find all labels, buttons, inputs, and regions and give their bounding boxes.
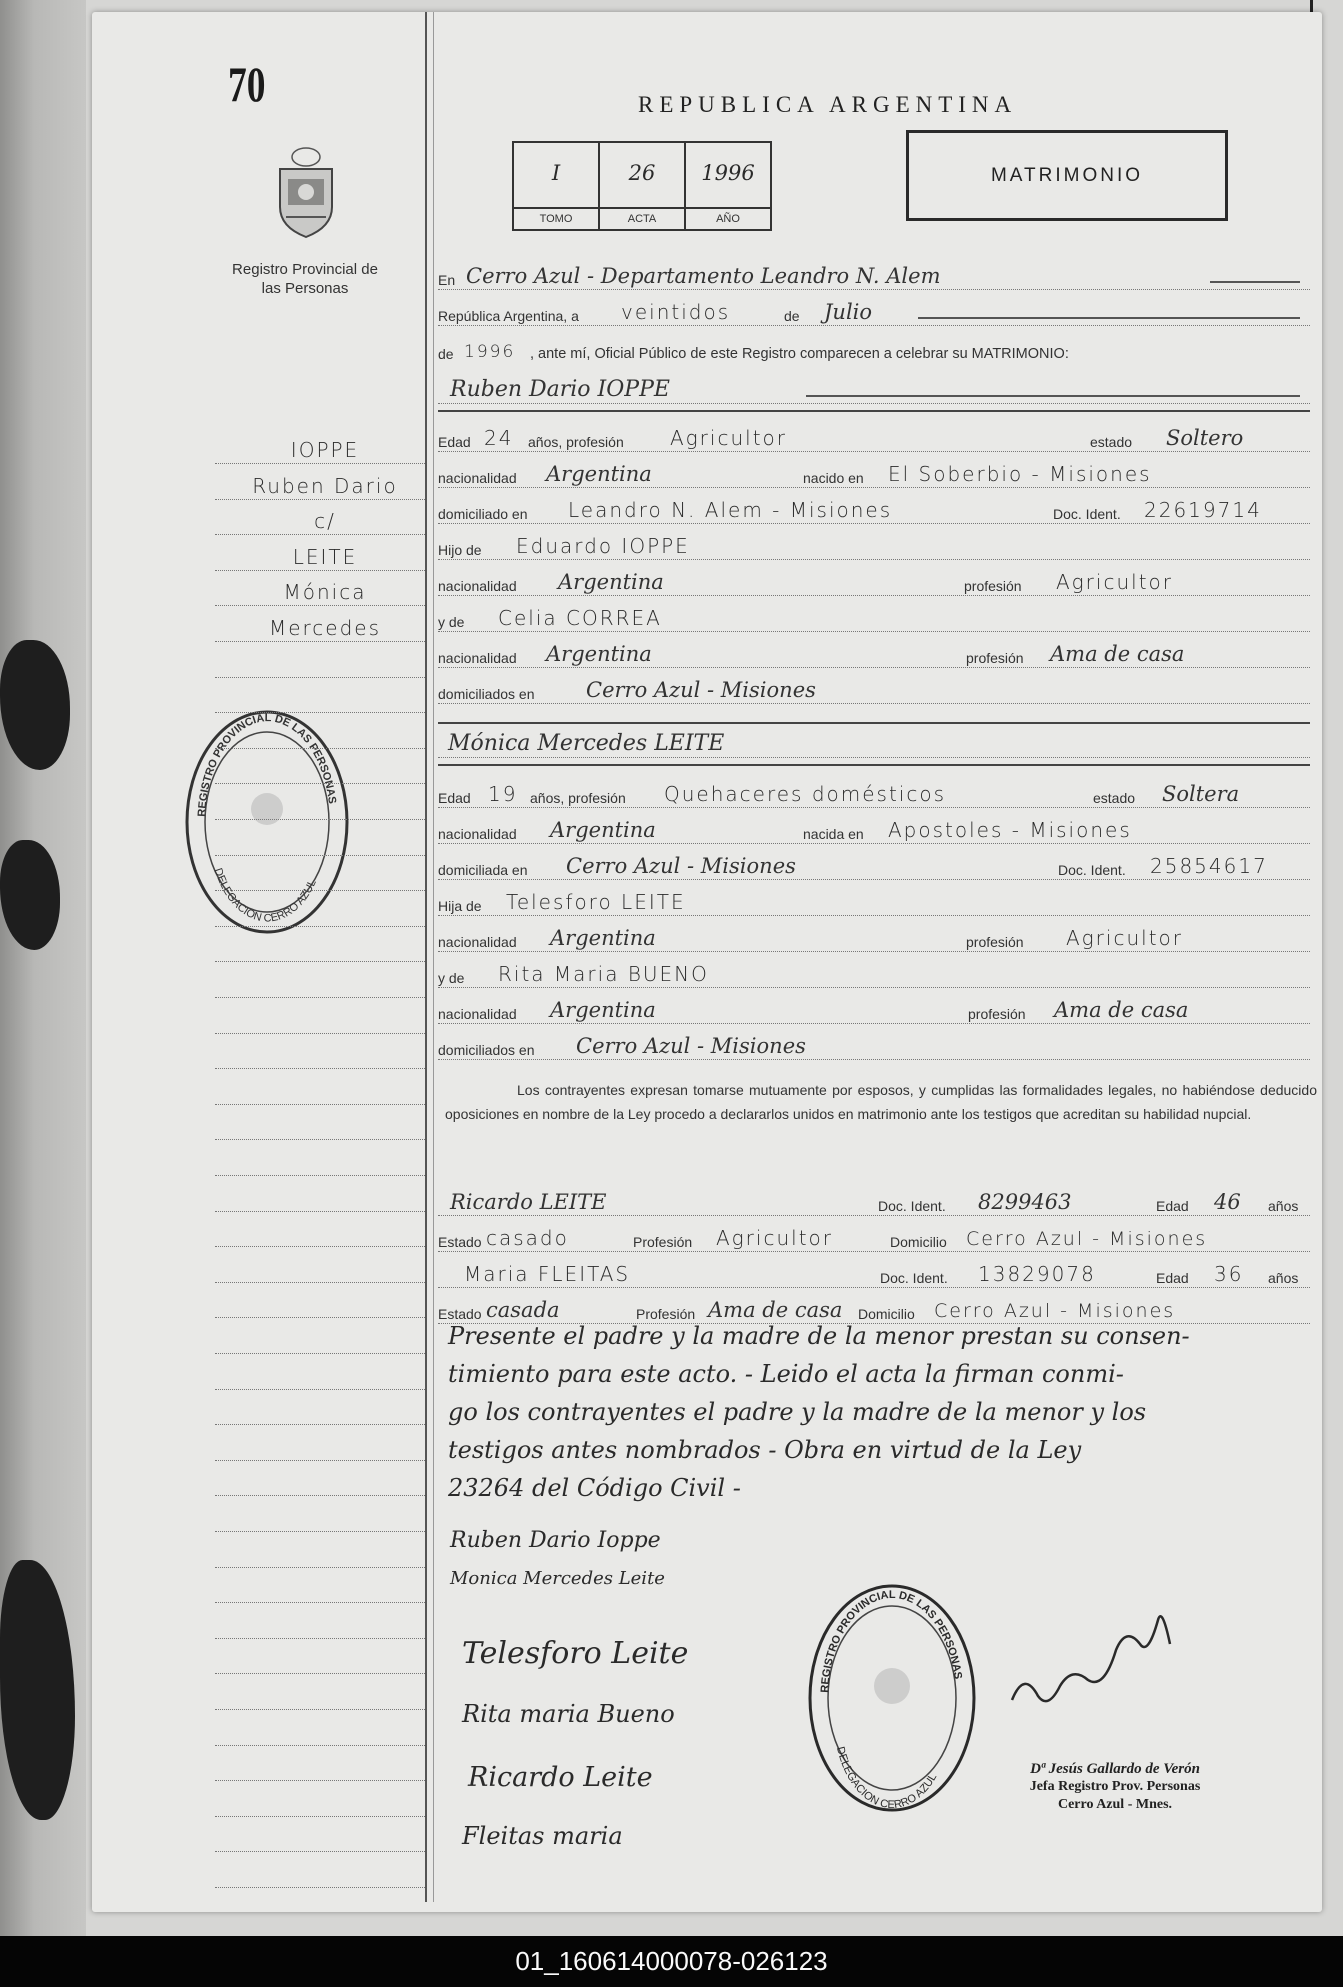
margin-line [215, 1041, 425, 1073]
margin-line [215, 543, 425, 575]
c1-padre-prof: Agricultor [1056, 570, 1173, 594]
section-divider [438, 764, 1310, 766]
y-de-label: y de [438, 614, 465, 630]
c1-madre-nac: Argentina [546, 642, 652, 666]
t1-profesion: Agricultor [716, 1226, 833, 1250]
signature: Ricardo Leite [468, 1762, 653, 1793]
page-number: 70 [228, 56, 266, 112]
contrayente1-nombre: Ruben Dario IOPPE [450, 377, 670, 402]
doc-label: Doc. Ident. [878, 1198, 946, 1214]
c2-padre-prof: Agricultor [1066, 926, 1183, 950]
official-role: Jefa Registro Prov. Personas [1029, 1779, 1201, 1794]
c1-nac-line [438, 458, 1310, 492]
margin-line [215, 863, 425, 895]
signature: Rita maria Bueno [462, 1700, 675, 1728]
margin-rule [433, 12, 434, 1902]
doc-label: Doc. Ident. [1058, 862, 1126, 878]
margin-line [215, 1504, 425, 1536]
t2-doc: 13829078 [978, 1262, 1096, 1286]
c1-madre-line [438, 602, 1310, 636]
nacionalidad-label: nacionalidad [438, 650, 517, 666]
margin-line [215, 1824, 425, 1856]
edad-label: Edad [438, 790, 471, 806]
margin-line [215, 1006, 425, 1038]
domicilio-label: Domicilio [890, 1234, 947, 1250]
de-label: de [784, 308, 800, 324]
acta-label: ACTA [600, 207, 684, 229]
margin-line [215, 614, 425, 646]
ano-cell [686, 143, 770, 229]
observacion-line: go los contrayentes el padre y la madre de la menor y los [448, 1398, 1147, 1426]
c1-madre-prof: Ama de casa [1050, 642, 1185, 666]
c2-nacionalidad: Argentina [550, 818, 656, 842]
stamp-bottom-text: DELEGACION CERRO AZUL [833, 1745, 940, 1812]
section-divider [438, 722, 1310, 724]
hija-label: Hija de [438, 898, 482, 914]
domicilio-label: Domicilio [858, 1306, 915, 1322]
nacida-label: nacida en [803, 826, 864, 842]
anos-label: años, profesión [528, 434, 624, 450]
official-signature-icon [1000, 1610, 1200, 1720]
profesion-label: Profesión [633, 1234, 693, 1250]
margin-line [215, 828, 425, 860]
tomo-label: TOMO [514, 207, 598, 229]
c2-padre-nac-line [438, 922, 1310, 956]
acta-reference-box [512, 141, 772, 231]
margin-line [215, 1077, 425, 1109]
t2-edad: 36 [1214, 1262, 1244, 1286]
profesion-label: profesión [964, 578, 1022, 594]
nacionalidad-label: nacionalidad [438, 578, 517, 594]
observacion-line: Presente el padre y la madre de la menor prestan su consen- [448, 1322, 1190, 1350]
t1-edad: 46 [1214, 1190, 1241, 1214]
y-de-label: y de [438, 970, 465, 986]
margin-line [215, 721, 425, 753]
margin-line [215, 1718, 425, 1750]
estado-label: estado [1093, 790, 1136, 806]
en-label: En [438, 272, 456, 288]
margin-line [215, 650, 425, 682]
margin-line [215, 578, 425, 610]
margin-line [215, 1789, 425, 1821]
domiciliado-label: domiciliado en [438, 506, 528, 522]
margin-line [215, 1148, 425, 1180]
margin-rule [425, 12, 427, 1902]
t1-domicilio: Cerro Azul - Misiones [966, 1228, 1208, 1250]
margin-line [215, 1184, 425, 1216]
margin-line [215, 1112, 425, 1144]
c2-madre-prof: Ama de casa [1054, 998, 1189, 1022]
lugar-value: Cerro Azul - Departamento Leandro N. Alem [466, 264, 941, 288]
ano-value: 1996 [701, 161, 755, 185]
de2-label: de [438, 346, 454, 362]
doc-label: Doc. Ident. [1053, 506, 1121, 522]
domiciliados-label: domiciliados en [438, 1042, 535, 1058]
c2-domicilio: Cerro Azul - Misiones [566, 854, 796, 878]
tomo-cell [514, 143, 600, 229]
margin-line [215, 899, 425, 931]
t1-nombre: Ricardo LEITE [450, 1190, 607, 1214]
margin-line [215, 934, 425, 966]
signature: Fleitas maria [462, 1822, 623, 1850]
official-location: Cerro Azul - Mnes. [1057, 1797, 1173, 1812]
margin-line [215, 507, 425, 539]
contrayente2-nombre: Mónica Mercedes LEITE [448, 731, 725, 756]
margin-line [215, 756, 425, 788]
c1-madre-nac-line [438, 638, 1310, 672]
observacion-line: testigos antes nombrados - Obra en virtud de la Ley [448, 1436, 1082, 1464]
margin-line [215, 1362, 425, 1394]
official-name: Dª Jesús Gallardo de Verón [1030, 1761, 1200, 1777]
republica-label: República Argentina, a [438, 308, 579, 324]
margin-name: LEITE [292, 544, 358, 569]
estado-label: Estado [438, 1306, 482, 1322]
c1-edad-line [438, 422, 1310, 456]
margin-line [215, 1255, 425, 1287]
margin-line [215, 1646, 425, 1678]
acta-value: 26 [628, 161, 656, 185]
contrayente2-name-line [438, 728, 1310, 762]
margin-name: IOPPE [290, 438, 360, 462]
registro-label: Registro Provincial de las Personas [232, 261, 378, 297]
profesion-label: Profesión [636, 1306, 696, 1322]
margin-line [215, 1540, 425, 1572]
acta-cell [600, 143, 686, 229]
fill-dash [918, 317, 1300, 319]
nacionalidad-label: nacionalidad [438, 934, 517, 950]
section-divider [438, 410, 1310, 412]
t1-doc: 8299463 [978, 1190, 1072, 1214]
c1-padre-nac-line [438, 566, 1310, 600]
c1-estado: Soltero [1166, 426, 1244, 450]
stamp-bottom-text: DELEGACION CERRO AZUL [211, 866, 319, 925]
ano-label: AÑO [686, 207, 770, 229]
t2-estado: casada [486, 1298, 560, 1322]
profesion-label: profesión [968, 1006, 1026, 1022]
nacionalidad-label: nacionalidad [438, 1006, 517, 1022]
fill-dash [806, 395, 1300, 397]
margin-line [215, 1682, 425, 1714]
declaracion-text: Los contrayentes expresan tomarse mutuamente por esposos, y cumplidas las formalidades legales, no habiéndose deducido oposiciones en nombre de la Ley procedo a declararlos unidos en matrimonio ante los testigos que acreditan su habilidad nupcial. [445, 1082, 1317, 1122]
nacionalidad-label: nacionalidad [438, 470, 517, 486]
republica-heading: REPUBLICA ARGENTINA [638, 92, 1018, 117]
c2-nac-line [438, 814, 1310, 848]
lugar-line [438, 260, 1310, 294]
coat-of-arms-icon [272, 145, 340, 240]
c1-padre: Eduardo IOPPE [516, 534, 690, 558]
profesion-label: profesión [966, 650, 1024, 666]
signature: Telesforo Leite [462, 1636, 689, 1671]
anos-label: años, profesión [530, 790, 626, 806]
hijo-label: Hijo de [438, 542, 482, 558]
fecha-line [438, 296, 1310, 330]
margin-line [215, 685, 425, 717]
stamp-top-text: REGISTRO PROVINCIAL DE LAS PERSONAS [819, 1588, 964, 1694]
c2-nacida: Apostoles - Misiones [888, 818, 1132, 842]
observacion-line: 23264 del Código Civil - [448, 1474, 741, 1502]
domiciliada-label: domiciliada en [438, 862, 528, 878]
margin-line [215, 1326, 425, 1358]
c2-edad-line [438, 778, 1310, 812]
anos-label: años [1268, 1198, 1299, 1214]
c2-dom-line [438, 850, 1310, 884]
margin-line [215, 472, 425, 504]
signature: Ruben Dario Ioppe [450, 1528, 661, 1553]
margin-line [215, 1468, 425, 1500]
estado-label: Estado [438, 1234, 482, 1250]
fill-dash [1210, 281, 1300, 283]
t1-estado: casado [486, 1226, 569, 1250]
c1-edad: 24 [484, 426, 514, 450]
stamp-top-text: REGISTRO PROVINCIAL DE LAS PERSONAS [196, 712, 338, 818]
c2-estado: Soltera [1162, 782, 1240, 806]
c1-domicilio: Leandro N. Alem - Misiones [568, 498, 893, 522]
margin-line [215, 792, 425, 824]
margin-name: c/ [314, 509, 336, 534]
margin-name: Mercedes [268, 616, 382, 640]
c2-madre-nac-line [438, 994, 1310, 1028]
c1-padres-dom-line [438, 674, 1310, 708]
c1-dom-line [438, 494, 1310, 528]
c1-padres-dom: Cerro Azul - Misiones [586, 678, 816, 702]
c2-madre: Rita Maria BUENO [498, 962, 709, 986]
t2-line [438, 1258, 1310, 1292]
ante-text: , ante mí, Oficial Público de este Registro comparecen a celebrar su MATRIMONIO: [530, 346, 1069, 362]
margin-line [215, 1860, 425, 1892]
c1-madre: Celia CORREA [498, 606, 662, 630]
c1-profesion: Agricultor [670, 426, 787, 450]
t2-nombre: Maria FLEITAS [464, 1262, 631, 1286]
margin-line [215, 970, 425, 1002]
nacido-label: nacido en [803, 470, 864, 486]
c2-padre: Telesforo LEITE [506, 890, 686, 914]
ante-line [438, 334, 1310, 368]
official-block [985, 1760, 1245, 1814]
c1-hijo-line [438, 530, 1310, 564]
c2-madre-line [438, 958, 1310, 992]
tipo-acta-box: MATRIMONIO [906, 130, 1228, 221]
anos-label: años [1268, 1270, 1299, 1286]
c2-padres-dom: Cerro Azul - Misiones [576, 1034, 806, 1058]
edad-label: Edad [438, 434, 471, 450]
c1-nacido: El Soberbio - Misiones [888, 462, 1152, 486]
margin-line [215, 436, 425, 468]
margin-line [215, 1753, 425, 1785]
doc-label: Doc. Ident. [880, 1270, 948, 1286]
image-id-footer: 01_160614000078-026123 [0, 1936, 1343, 1987]
t2-domicilio: Cerro Azul - Misiones [934, 1300, 1176, 1322]
dia-value: veintidos [621, 300, 731, 324]
c1-doc: 22619714 [1144, 498, 1262, 522]
margin-name: Ruben Dario [252, 473, 398, 498]
c2-madre-nac: Argentina [550, 998, 656, 1022]
c2-padre-nac: Argentina [550, 926, 656, 950]
margin-line [215, 1397, 425, 1429]
c1-nacionalidad: Argentina [546, 462, 652, 486]
c1-padre-nac: Argentina [558, 570, 664, 594]
ano-written: 1996 [464, 342, 516, 362]
nacionalidad-label: nacionalidad [438, 826, 517, 842]
domiciliados-label: domiciliados en [438, 686, 535, 702]
margin-name: Mónica [283, 580, 367, 605]
t1-line [438, 1186, 1310, 1220]
c2-edad: 19 [488, 782, 518, 806]
tomo-value: I [551, 161, 561, 185]
c2-hija-line [438, 886, 1310, 920]
margin-line [215, 1219, 425, 1251]
margin-line [215, 1433, 425, 1465]
edad-label: Edad [1156, 1198, 1189, 1214]
t2-profesion: Ama de casa [708, 1298, 843, 1322]
c2-profesion: Quehaceres domésticos [664, 782, 947, 806]
c2-padres-dom-line [438, 1030, 1310, 1064]
t1-estado-line [438, 1222, 1310, 1256]
margin-line [215, 1575, 425, 1607]
mes-value: Julio [824, 300, 873, 324]
estado-label: estado [1090, 434, 1133, 450]
contrayente1-name-line [438, 374, 1310, 408]
observacion-line: timiento para este acto. - Leido el acta la firman conmi- [448, 1360, 1124, 1388]
registry-stamp-icon [802, 1578, 982, 1818]
margin-line [215, 1611, 425, 1643]
margin-line [215, 1290, 425, 1322]
edad-label: Edad [1156, 1270, 1189, 1286]
signature: Monica Mercedes Leite [450, 1568, 665, 1589]
profesion-label: profesión [966, 934, 1024, 950]
c2-doc: 25854617 [1150, 854, 1268, 878]
